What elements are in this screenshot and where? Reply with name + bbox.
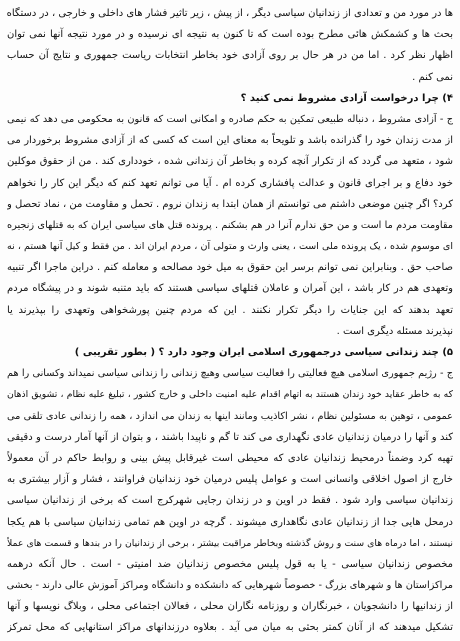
text-line: صاحب حق . وبنابراین نمی توانم برسر این حقوق به میل خود مصالحه و معامله کنم . دراین ماجرا اگر تنبیه: [7, 262, 453, 274]
document-text-block: [7, 3, 453, 639]
text-line: بحث ها و کشمکش هائی مطرح بوده است که تا کنون به نتیجه ای نرسیده و در مورد نتیجه آنها نمی توان: [7, 29, 453, 41]
text-line: تهیه کرد وضمناً درمحیط زندانیان عادی که محیطی است غیرقابل پیش بینی و روابط حاکم در آن معمولاً: [7, 452, 453, 464]
text-line: تعهد بدهند که این جنایات را دیگر تکرار نکنند . این که مردم چنین پورشخواهی وتعهدی را بپذیرند یا: [7, 304, 453, 316]
question-heading: ۴) چرا درخواست آزادی مشروط نمی کنید ؟: [240, 92, 453, 104]
text-line: کند و آنها را درمیان زندانیان عادی نگهداری می کند تا گم و ناپیدا باشند ، و بتوان از آنها آمار درست و دقیقی: [7, 431, 453, 443]
text-line: نپذیرند مسئله دیگری است .: [336, 325, 453, 337]
text-line: ها در مورد من و تعدادی از زندانیان سیاسی دیگر ، از پیش ، زیر تاثیر فشار های داخلی و خارجی ، در دستگاه: [7, 8, 453, 19]
text-line: خارج از اصول اخلاقی وانسانی است و عوامل پلیس درمیان خود زندانیان فراوانند ، فشار و آزار بیشتری به: [7, 474, 453, 486]
text-line: نیستند ، اما درماه های سنت و روش گذشته وبخاطر مراقبت بیشتر ، برخی از زندانیان را در بندها و قسمت های عملاً: [7, 537, 453, 549]
text-line: مقاومت مردم ما است و من حق ندارم آنرا در هم بشکنم . پرونده قتل های سیاسی ایران که به قتلهای زنجیره: [7, 219, 453, 231]
text-line: کرد؟ اگر چنین موضعی داشتم می توانستم از همان ابتدا به زندان نروم . تحمل و مقاومت من ، نماد تحصل و: [7, 198, 453, 210]
question-heading: ۵) چند زندانی سیاسی درجمهوری اسلامی ایران وجود دارد ؟ ( بطور تقریبی ): [74, 347, 453, 358]
text-line: زندانیان سیاسی وارد شود . فقط در اوین و در زندان رجایی شهرکرج است که برخی از زندانیان سیاسی: [7, 495, 453, 507]
text-line: وتعهدی هم در کار باشد ، این آمران و عاملان قتلهای سیاسی هستند که باید متنبه شوند و در پیشگاه مردم: [7, 283, 453, 295]
text-line: عمومی ، توهین به مسئولین نظام ، نشر اکاذیب ومانند اینها به زندان می اندازد ، همه را زندانی عادی تلقی می: [7, 410, 453, 422]
text-line: از زندانیها را دانشجویان ، خبرنگاران و روزنامه نگاران محلی ، فعالان اجتماعی محلی ، وبلاگ نویسها و آنها: [7, 601, 453, 613]
text-line: نمی کنم .: [412, 71, 453, 83]
text-line: تشکیل میدهند که از آنان کمتر بحثی به میان می آید . بعلاوه درزندانهای مراکز استانهایی که محل تمرکز: [7, 622, 453, 634]
text-line: مخصوص زندانیان سیاسی - یا به قول پلیس مخصوص زندانیان ضد امنیتی - است . حال آنکه درهمه: [7, 558, 453, 570]
text-line: اظهار نظر کرد . اما من در هر حال بر روی آزادی خود بخاطر انتخابات ریاست جمهوری و نتایج آن حساب: [7, 50, 453, 62]
text-line: از مدت زندان خود را گذرانده باشد و تلویحاً به معنای این است که کسی که از آزادی مشروط برخوردار می: [7, 135, 453, 147]
text-line: درمحل هایی جدا از زندانیان عادی نگاهداری میشوند . گرچه در اوین هم تمامی زندانیان سیاسی با هم یکجا: [7, 516, 453, 528]
text-line: شود ، متعهد می گردد که از تکرار آنچه کرده و بخاطر آن زندانی شده ، خودداری کند . من از حقوق موکلین: [7, 156, 453, 168]
text-line: ج - رژیم جمهوری اسلامی هیچ فعالیتی را فعالیت سیاسی وهیچ زندانی را زندانی سیاسی نمیداند وکسانی را هم: [7, 368, 453, 380]
text-line: ای موسوم شده ، یک پرونده ملی است ، یعنی وارث و متولی آن ، مردم ایران اند . من فقط و کیل آنها هستم ، نه: [7, 241, 453, 253]
text-line: خود دفاع و بر اجرای قانون و عدالت پافشاری کرده ام . آیا می توانم تعهد کنم که دیگر این کار را نخواهم: [7, 177, 453, 189]
text-line: ج - آزادی مشروط ، دنباله طبیعی تمکین به حکم صادره و امکانی است که قانون به محکومی می دهد که نیمی: [7, 113, 453, 125]
text-line: مراکزاستان ها و شهرهای بزرگ - خصوصاً شهرهایی که دانشکده و دانشگاه ومراکز آموزش عالی دارند - بخشی: [7, 580, 453, 592]
text-line: که به خاطر عقاید خود زندان هستند به اتهام اقدام علیه امنیت داخلی و خارج کشور ، تبلیغ علیه نظام ، تشویق اذهان: [7, 389, 453, 401]
